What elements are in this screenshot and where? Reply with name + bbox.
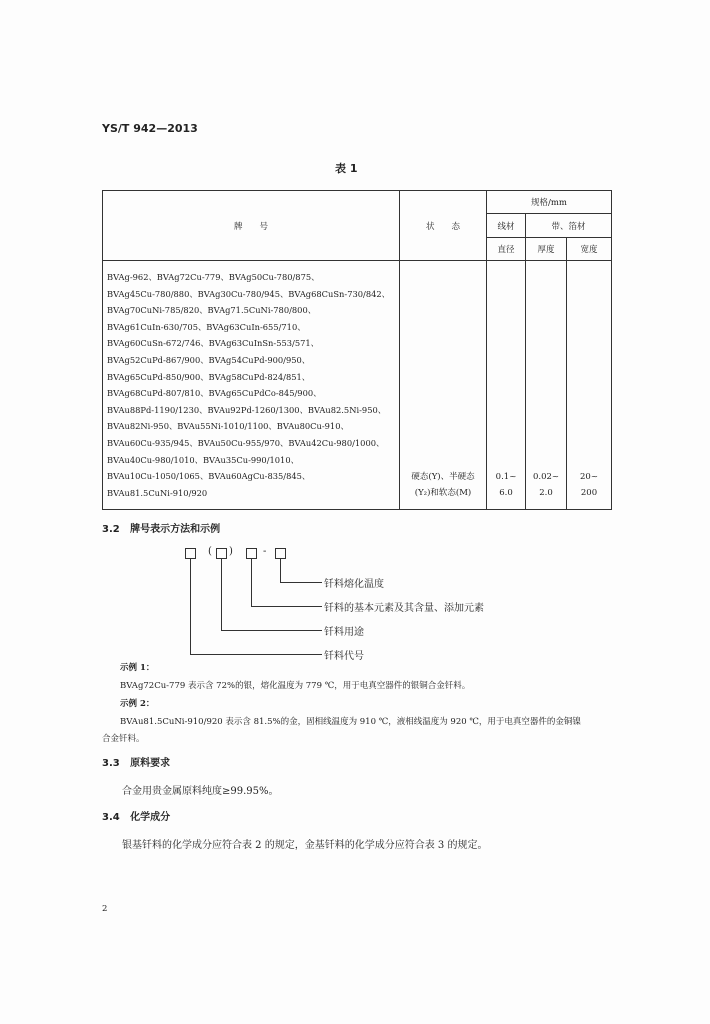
paren-open: ( — [208, 546, 212, 557]
header-thickness: 厚度 — [526, 238, 567, 261]
value: 0.02~ — [532, 472, 560, 483]
label-usage: 钎料用途 — [324, 627, 364, 638]
value: 2.0 — [539, 488, 553, 499]
grade-line: BVAu82Ni-950、BVAu55Ni-1010/1100、BVAu80Cu-910、 — [107, 421, 349, 432]
header-state: 状 态 — [400, 191, 487, 261]
header-grade: 牌 号 — [103, 191, 400, 261]
label-code: 钎料代号 — [324, 651, 364, 662]
element-box — [246, 548, 257, 559]
header-width: 宽度 — [567, 238, 612, 261]
state-line: 硬态(Y)、半硬态 — [411, 472, 475, 483]
grades-cell — [103, 261, 400, 510]
header-diameter: 直径 — [487, 238, 526, 261]
state-cell — [400, 261, 487, 510]
example-1-label: 示例 1： — [120, 663, 155, 673]
grade-table — [102, 190, 612, 510]
grade-line: BVAg70CuNi-785/820、BVAg71.5CuNi-780/800、 — [107, 305, 317, 316]
header-wire: 线材 — [487, 214, 526, 238]
standard-id: YS/T 942—2013 — [102, 122, 198, 135]
code-box — [185, 548, 196, 559]
thickness-cell — [526, 261, 567, 510]
page-number: 2 — [102, 904, 108, 914]
grade-line: BVAg52CuPd-867/900、BVAg54CuPd-900/950、 — [107, 354, 311, 365]
value: 200 — [580, 488, 598, 499]
grade-line: BVAu60Cu-935/945、BVAu50Cu-955/970、BVAu42Cu-980/1000、 — [107, 437, 385, 448]
width-cell — [567, 261, 612, 510]
section-3-3-heading: 3.3 原料要求 — [102, 758, 171, 769]
section-3-4-heading: 3.4 化学成分 — [102, 812, 171, 823]
grade-line: BVAg60CuSn-672/746、BVAg63CuInSn-553/571、 — [107, 338, 319, 349]
example-2-text: BVAu81.5CuNi-910/920 表示含 81.5%的金，固相线温度为 910 ℃，液相线温度为 920 ℃，用于电真空器件的金铜镍 — [120, 717, 581, 727]
grade-line: BVAg65CuPd-850/900、BVAg58CuPd-824/851、 — [107, 371, 311, 382]
value: 0.1~ — [495, 472, 517, 483]
value: 20~ — [580, 472, 598, 483]
label-melting-temp: 钎料熔化温度 — [324, 579, 384, 590]
grade-line: BVAu10Cu-1050/1065、BVAu60AgCu-835/845、 — [107, 471, 311, 482]
grade-line: BVAg68CuPd-807/810、BVAg65CuPdCo-845/900、 — [107, 388, 322, 399]
example-1-text: BVAg72Cu-779 表示含 72%的银，熔化温度为 779 ℃，用于电真空器件的银铜合金钎料。 — [120, 681, 471, 691]
example-2-text-cont: 合金钎料。 — [102, 734, 145, 744]
state-line: (Y₂)和软态(M) — [414, 488, 472, 499]
usage-box — [216, 548, 227, 559]
section-3-2-heading: 3.2 牌号表示方法和示例 — [102, 524, 221, 535]
grade-line: BVAg61CuIn-630/705、BVAg63CuIn-655/710、 — [107, 321, 306, 332]
grade-line: BVAu40Cu-980/1010、BVAu35Cu-990/1010、 — [107, 454, 299, 465]
grade-line: BVAu88Pd-1190/1230、BVAu92Pd-1260/1300、BVAu82.5Ni-950、 — [107, 404, 387, 415]
diameter-cell — [487, 261, 526, 510]
table-caption: 表 1 — [335, 162, 358, 175]
paren-close: ) — [229, 546, 233, 557]
header-spec: 规格/mm — [487, 191, 612, 214]
temp-box — [275, 548, 286, 559]
grade-line: BVAg-962、BVAg72Cu-779、BVAg50Cu-780/875、 — [107, 272, 320, 282]
example-2-label: 示例 2： — [120, 699, 155, 709]
grade-line: BVAg45Cu-780/880、BVAg30Cu-780/945、BVAg68CuSn-730/842、 — [107, 288, 390, 299]
label-elements: 钎料的基本元素及其含量、添加元素 — [324, 603, 484, 614]
header-strip: 带、箔材 — [526, 214, 612, 238]
dash: - — [263, 546, 267, 557]
section-3-3-text: 合金用贵金属原料纯度≥99.95%。 — [122, 786, 279, 797]
value: 6.0 — [499, 488, 513, 499]
grade-line: BVAu81.5CuNi-910/920 — [107, 487, 208, 498]
section-3-4-text: 银基钎料的化学成分应符合表 2 的规定，金基钎料的化学成分应符合表 3 的规定。 — [122, 840, 488, 851]
